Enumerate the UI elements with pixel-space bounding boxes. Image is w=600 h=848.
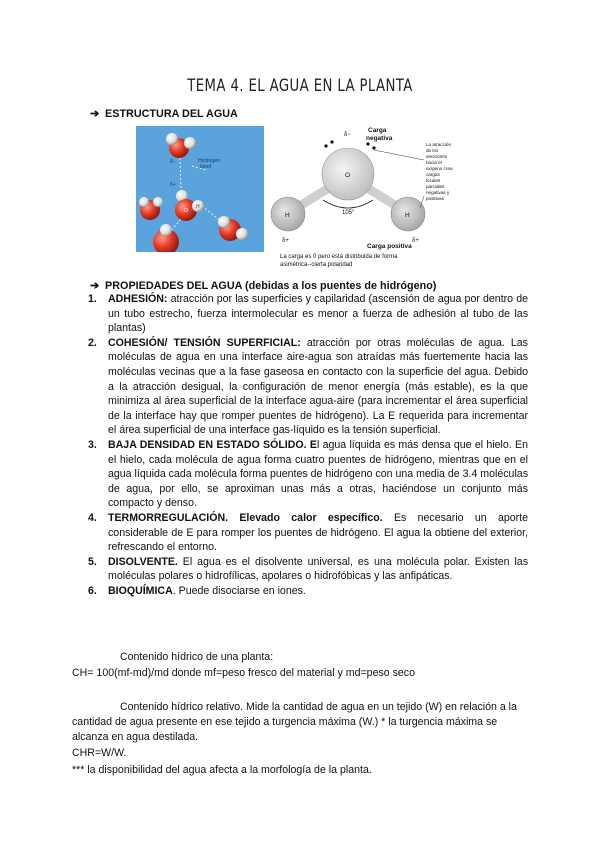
carga-negativa-label: Carga bbox=[368, 127, 387, 134]
section-heading-label: PROPIEDADES DEL AGUA (debidas a los puentes de hidrógeno) bbox=[105, 280, 437, 292]
delta-plus-left-label: δ+ bbox=[282, 238, 289, 244]
svg-text:hacia el: hacia el bbox=[426, 160, 442, 165]
svg-text:locales: locales bbox=[426, 178, 441, 183]
arrow-right-icon: ➔ bbox=[90, 108, 100, 120]
relativo-formula: CHR=W/W. bbox=[72, 747, 127, 759]
svg-text:oxígeno crea: oxígeno crea bbox=[426, 166, 453, 171]
svg-text:La atracción: La atracción bbox=[426, 142, 452, 147]
list-item: 2. COHESIÓN/ TENSIÓN SUPERFICIAL: atracción por otras moléculas de agua. Las moléculas de agua en una interface aire-agua son atraídas más fuertemente hacia las moléculas vecinas que a la fase gaseosa en contacto con la superficie del agua. Debido a la atracción desigual, la configuración de menor energía (más estable), es la que minimiza al área superficial de la interface agua-aire (para incrementar el área superficial de la interface hay que romper puentes de hidrógeno). La E requerida para incrementar el área superficial de una interface gas-líquido es la tensión superficial. bbox=[88, 336, 528, 437]
relativo-line-3: alcanza en agua destilada. bbox=[72, 731, 199, 743]
list-item: 4. TERMORREGULACIÓN. Elevado calor específico. Es necesario un aporte considerable de E para romper los puentes de hidrógeno. El agua la obtiene del exterior, refrescando el entorno. bbox=[88, 511, 528, 554]
list-item: 1. ADHESIÓN: atracción por las superficies y capilaridad (ascensión de agua por dentro de un tubo estrecho, fuerza intermolecular es menor a fuerza de adhesión al tubo de las plantas) bbox=[88, 293, 528, 335]
delta-minus-label: δ− bbox=[344, 132, 351, 138]
list-item: 3. BAJA DENSIDAD EN ESTADO SÓLIDO. El agua líquida es más densa que el hielo. En el hielo, cada molécula de agua forma cuatro puentes de hidrógeno, mientras que en el agua líquida cada molécula forma puentes de hidrógeno con una media de 3.4 moléculas de agua, por ello, se aproximan unas más a otras, haciéndose un conjunto más compacto y denso. bbox=[88, 438, 528, 510]
svg-text:cargas: cargas bbox=[426, 172, 440, 177]
svg-text:positivas: positivas bbox=[426, 196, 444, 201]
hydrogen-label: H bbox=[196, 204, 200, 210]
hydrogen-bond-label-2: bond bbox=[200, 164, 212, 170]
delta-plus-label: δ+ bbox=[170, 182, 176, 188]
section-heading-propiedades bbox=[90, 279, 436, 292]
carga-positiva-label: Carga positiva bbox=[367, 243, 412, 250]
oxygen-label: O bbox=[184, 208, 188, 214]
hydrogen-right-label: H bbox=[405, 212, 410, 219]
section-heading-estructura bbox=[90, 107, 238, 120]
delta-plus-right-label: δ+ bbox=[412, 238, 419, 244]
relativo-line-1: Contenido hídrico relativo. Mide la cantidad de agua en un tejido (W) en relación a la bbox=[120, 701, 517, 713]
list-item: 5. DISOLVENTE. El agua es el disolvente universal, es una molécula polar. Existen las moléculas polares o hidrofílicas, apolares o hidrofóbicas y las anfipáticas. bbox=[88, 555, 528, 583]
svg-text:de los: de los bbox=[426, 148, 439, 153]
arrow-right-icon: ➔ bbox=[90, 280, 100, 292]
hydrogen-bond-label: Hydrogen bbox=[198, 158, 220, 164]
carga-negativa-label-2: negativa bbox=[366, 135, 393, 142]
oxygen-label: O bbox=[345, 172, 351, 179]
water-polarity-diagram bbox=[268, 124, 478, 274]
list-item: 6. BIOQUÍMICA. Puede disociarse en iones. bbox=[88, 584, 306, 597]
section-heading-label: ESTRUCTURA DEL AGUA bbox=[105, 108, 238, 120]
angle-label: 105° bbox=[342, 210, 355, 216]
delta-minus-label: δ− bbox=[170, 159, 176, 165]
svg-text:parciales: parciales bbox=[426, 184, 445, 189]
svg-text:negativas y: negativas y bbox=[426, 190, 450, 195]
contenido-heading: Contenido hídrico de una planta: bbox=[120, 651, 274, 663]
side-note bbox=[426, 142, 453, 201]
hydrogen-bond-figure bbox=[136, 126, 264, 252]
relativo-note: *** la disponibilidad del agua afecta a la morfología de la planta. bbox=[72, 764, 372, 776]
properties-list bbox=[88, 292, 528, 598]
contenido-formula: CH= 100(mf-md)/md donde mf=peso fresco del material y md=peso seco bbox=[72, 667, 415, 679]
caption-line-1: La carga es 0 pero está distribuida de forma bbox=[280, 254, 398, 260]
hydrogen-left-label: H bbox=[285, 212, 290, 219]
svg-text:electrones: electrones bbox=[426, 154, 448, 159]
caption-line-2: asimétrica--cierta polaridad bbox=[280, 262, 353, 268]
page-title: TEMA 4. EL AGUA EN LA PLANTA bbox=[187, 76, 413, 96]
relativo-line-2: cantidad de agua presente en ese tejido a turgencia máxima (W.) * la turgencia máxima se bbox=[72, 716, 498, 728]
